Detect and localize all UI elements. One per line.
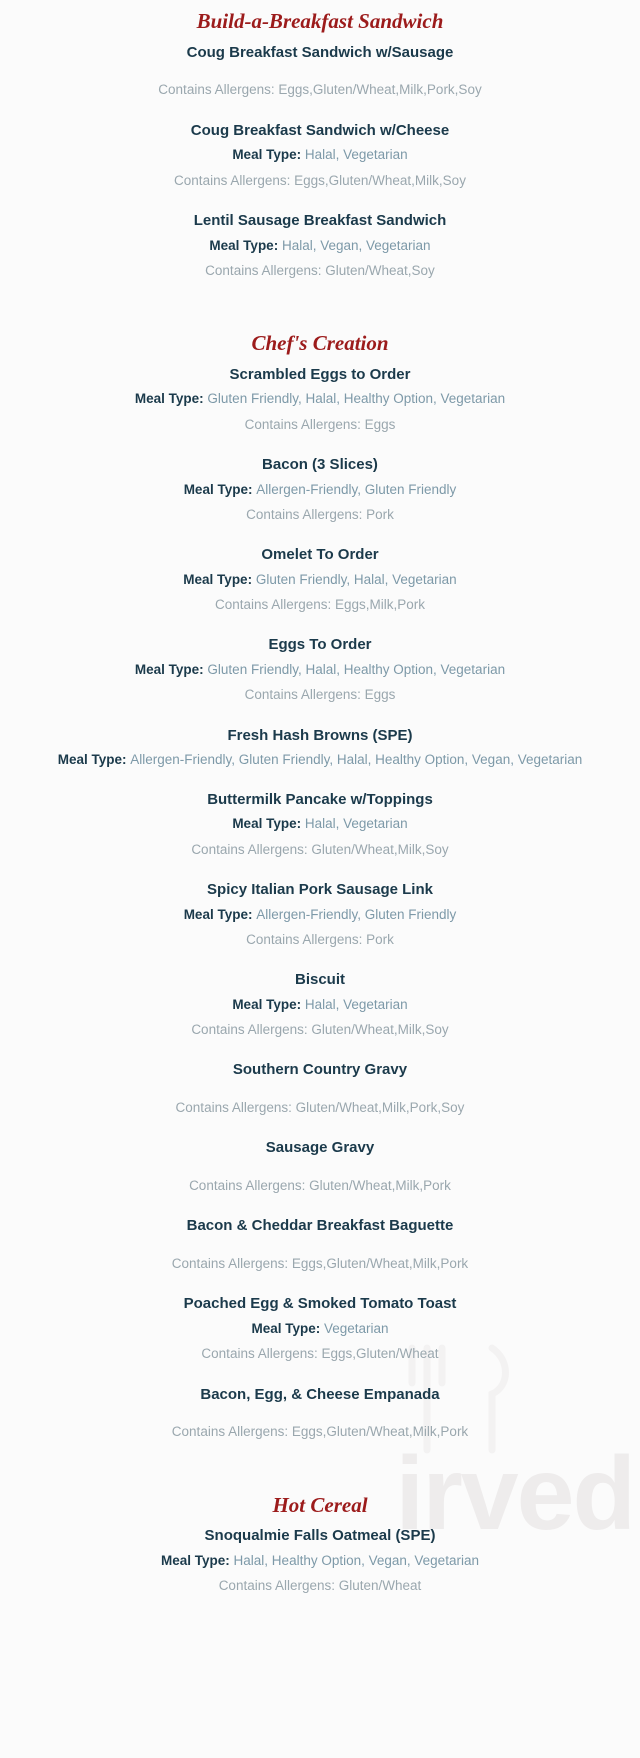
menu-item-allergens: Contains Allergens: Eggs,Gluten/Wheat,Milk,Pork,Soy (158, 82, 482, 98)
meal-type-label: Meal Type: (134, 662, 208, 677)
menu-item-name: Buttermilk Pancake w/Toppings (207, 790, 433, 808)
meal-type-label: Meal Type: (232, 816, 305, 832)
menu-item-allergens: Contains Allergens: Gluten/Wheat,Milk,Pork,Soy (175, 1100, 465, 1115)
menu-item[interactable] (0, 360, 640, 438)
meal-type-label: Meal Type: (57, 752, 131, 768)
menu-item-meal-type (18, 1549, 622, 1573)
menu-item[interactable] (0, 206, 640, 284)
menu-item-meal-type (18, 1317, 622, 1341)
menu-item-allergens: Contains Allergens: Eggs (244, 416, 396, 432)
menu-section-chefs-creation (0, 328, 640, 1446)
menu-item-name: Bacon & Cheddar Breakfast Baguette (186, 1217, 454, 1235)
menu-item-name: Bacon (3 Slices) (262, 455, 378, 473)
menu-item-allergens: Contains Allergens: Eggs,Gluten/Wheat,Milk,Pork (171, 1256, 469, 1271)
menu-item[interactable] (0, 38, 640, 104)
meal-type-value: Gluten Friendly, Halal, Healthy Option, Vegetarian (207, 662, 506, 677)
menu-item[interactable] (0, 965, 640, 1043)
meal-type-value: Halal, Healthy Option, Vegan, Vegetarian (233, 1552, 479, 1568)
meal-type-label: Meal Type: (183, 571, 256, 587)
menu-item-name: Coug Breakfast Sandwich w/Sausage (186, 43, 454, 61)
menu-item-meal-type (18, 234, 622, 258)
menu-item[interactable] (0, 1289, 640, 1367)
menu-item-name: Poached Egg & Smoked Tomato Toast (183, 1295, 457, 1313)
meal-type-label: Meal Type: (161, 1552, 234, 1568)
menu-item-name: Spicy Italian Pork Sausage Link (207, 880, 433, 898)
menu-item-allergens: Contains Allergens: Eggs,Gluten/Wheat,Milk,Soy (174, 172, 466, 188)
menu-item-meal-type (18, 387, 622, 411)
menu-item-allergens: Contains Allergens: Gluten/Wheat,Milk,Pork (189, 1178, 451, 1193)
meal-type-label: Meal Type: (209, 237, 282, 253)
menu-section-hot-cereal (0, 1490, 640, 1600)
menu-item-allergens: Contains Allergens: Eggs,Milk,Pork (214, 597, 426, 612)
menu-item[interactable] (0, 540, 640, 618)
menu-item-allergens: Contains Allergens: Gluten/Wheat,Milk,Soy (191, 1022, 449, 1037)
menu-item-name: Coug Breakfast Sandwich w/Cheese (190, 121, 450, 139)
menu-item-name: Bacon, Egg, & Cheese Empanada (200, 1385, 440, 1403)
menu-item-name: Southern Country Gravy (232, 1061, 408, 1079)
menu-item-allergens: Contains Allergens: Pork (246, 506, 394, 522)
meal-type-value: Halal, Vegetarian (304, 816, 408, 832)
meal-type-label: Meal Type: (232, 147, 305, 163)
menu-item-allergens: Contains Allergens: Gluten/Wheat,Milk,Soy (191, 841, 449, 857)
menu-item-meal-type (18, 903, 622, 927)
menu-item-allergens: Contains Allergens: Gluten/Wheat (218, 1578, 422, 1593)
menu-item[interactable] (0, 1055, 640, 1121)
menu-item[interactable] (0, 875, 640, 953)
menu-item-name: Lentil Sausage Breakfast Sandwich (193, 211, 447, 229)
menu-section-build-a-breakfast-sandwich (0, 6, 640, 284)
meal-type-label: Meal Type: (232, 996, 305, 1012)
meal-type-label: Meal Type: (183, 481, 257, 497)
menu-item-meal-type (18, 143, 622, 167)
menu-item[interactable] (0, 1133, 640, 1199)
meal-type-value: Allergen-Friendly, Gluten Friendly (256, 906, 457, 922)
menu-item-name: Snoqualmie Falls Oatmeal (SPE) (204, 1527, 436, 1544)
menu-item-meal-type (18, 993, 622, 1017)
menu-item[interactable] (0, 1211, 640, 1277)
menu-item-meal-type (18, 658, 622, 682)
menu-item[interactable] (0, 1380, 640, 1446)
menu-item-name: Biscuit (294, 971, 345, 988)
menu-item-name: Fresh Hash Browns (SPE) (227, 726, 413, 744)
menu-item-meal-type (18, 748, 622, 772)
site-watermark: irved (395, 1436, 634, 1552)
menu-item-name: Sausage Gravy (265, 1139, 375, 1157)
menu-item-allergens: Contains Allergens: Gluten/Wheat,Soy (205, 262, 435, 278)
menu-item-meal-type (18, 568, 622, 592)
meal-type-value: Gluten Friendly, Halal, Vegetarian (255, 571, 457, 587)
menu-item[interactable] (0, 785, 640, 863)
meal-type-value: Allergen-Friendly, Gluten Friendly, Halal, Healthy Option, Vegan, Vegetarian (130, 752, 583, 768)
meal-type-value: Halal, Vegetarian (304, 996, 408, 1012)
menu-item-allergens: Contains Allergens: Eggs,Gluten/Wheat,Milk,Pork (171, 1424, 469, 1440)
menu-item[interactable] (0, 116, 640, 194)
menu-item[interactable] (0, 630, 640, 708)
menu-item-allergens: Contains Allergens: Eggs,Gluten/Wheat (201, 1346, 439, 1362)
menu-item-allergens: Contains Allergens: Eggs (244, 687, 396, 703)
section-title: Build-a-Breakfast Sandwich (196, 9, 444, 33)
meal-type-value: Halal, Vegan, Vegetarian (281, 237, 431, 253)
menu-item-allergens: Contains Allergens: Pork (246, 931, 394, 947)
menu-item-name: Scrambled Eggs to Order (229, 365, 411, 383)
section-title: Chef's Creation (251, 331, 389, 355)
menu-item-name: Eggs To Order (268, 636, 372, 654)
meal-type-value: Gluten Friendly, Halal, Healthy Option, Vegetarian (207, 391, 506, 407)
section-title: Hot Cereal (272, 1492, 368, 1517)
meal-type-value: Vegetarian (323, 1321, 389, 1336)
menu-item[interactable] (0, 1521, 640, 1599)
meal-type-value: Allergen-Friendly, Gluten Friendly (256, 481, 457, 497)
meal-type-label: Meal Type: (134, 391, 208, 407)
meal-type-value: Halal, Vegetarian (304, 147, 408, 163)
menu-item-meal-type (18, 812, 622, 836)
meal-type-label: Meal Type: (183, 906, 257, 922)
menu-item-name: Omelet To Order (261, 546, 379, 563)
menu-item[interactable] (0, 450, 640, 528)
menu-item[interactable] (0, 721, 640, 773)
meal-type-label: Meal Type: (251, 1321, 324, 1336)
menu-item-meal-type (18, 478, 622, 502)
